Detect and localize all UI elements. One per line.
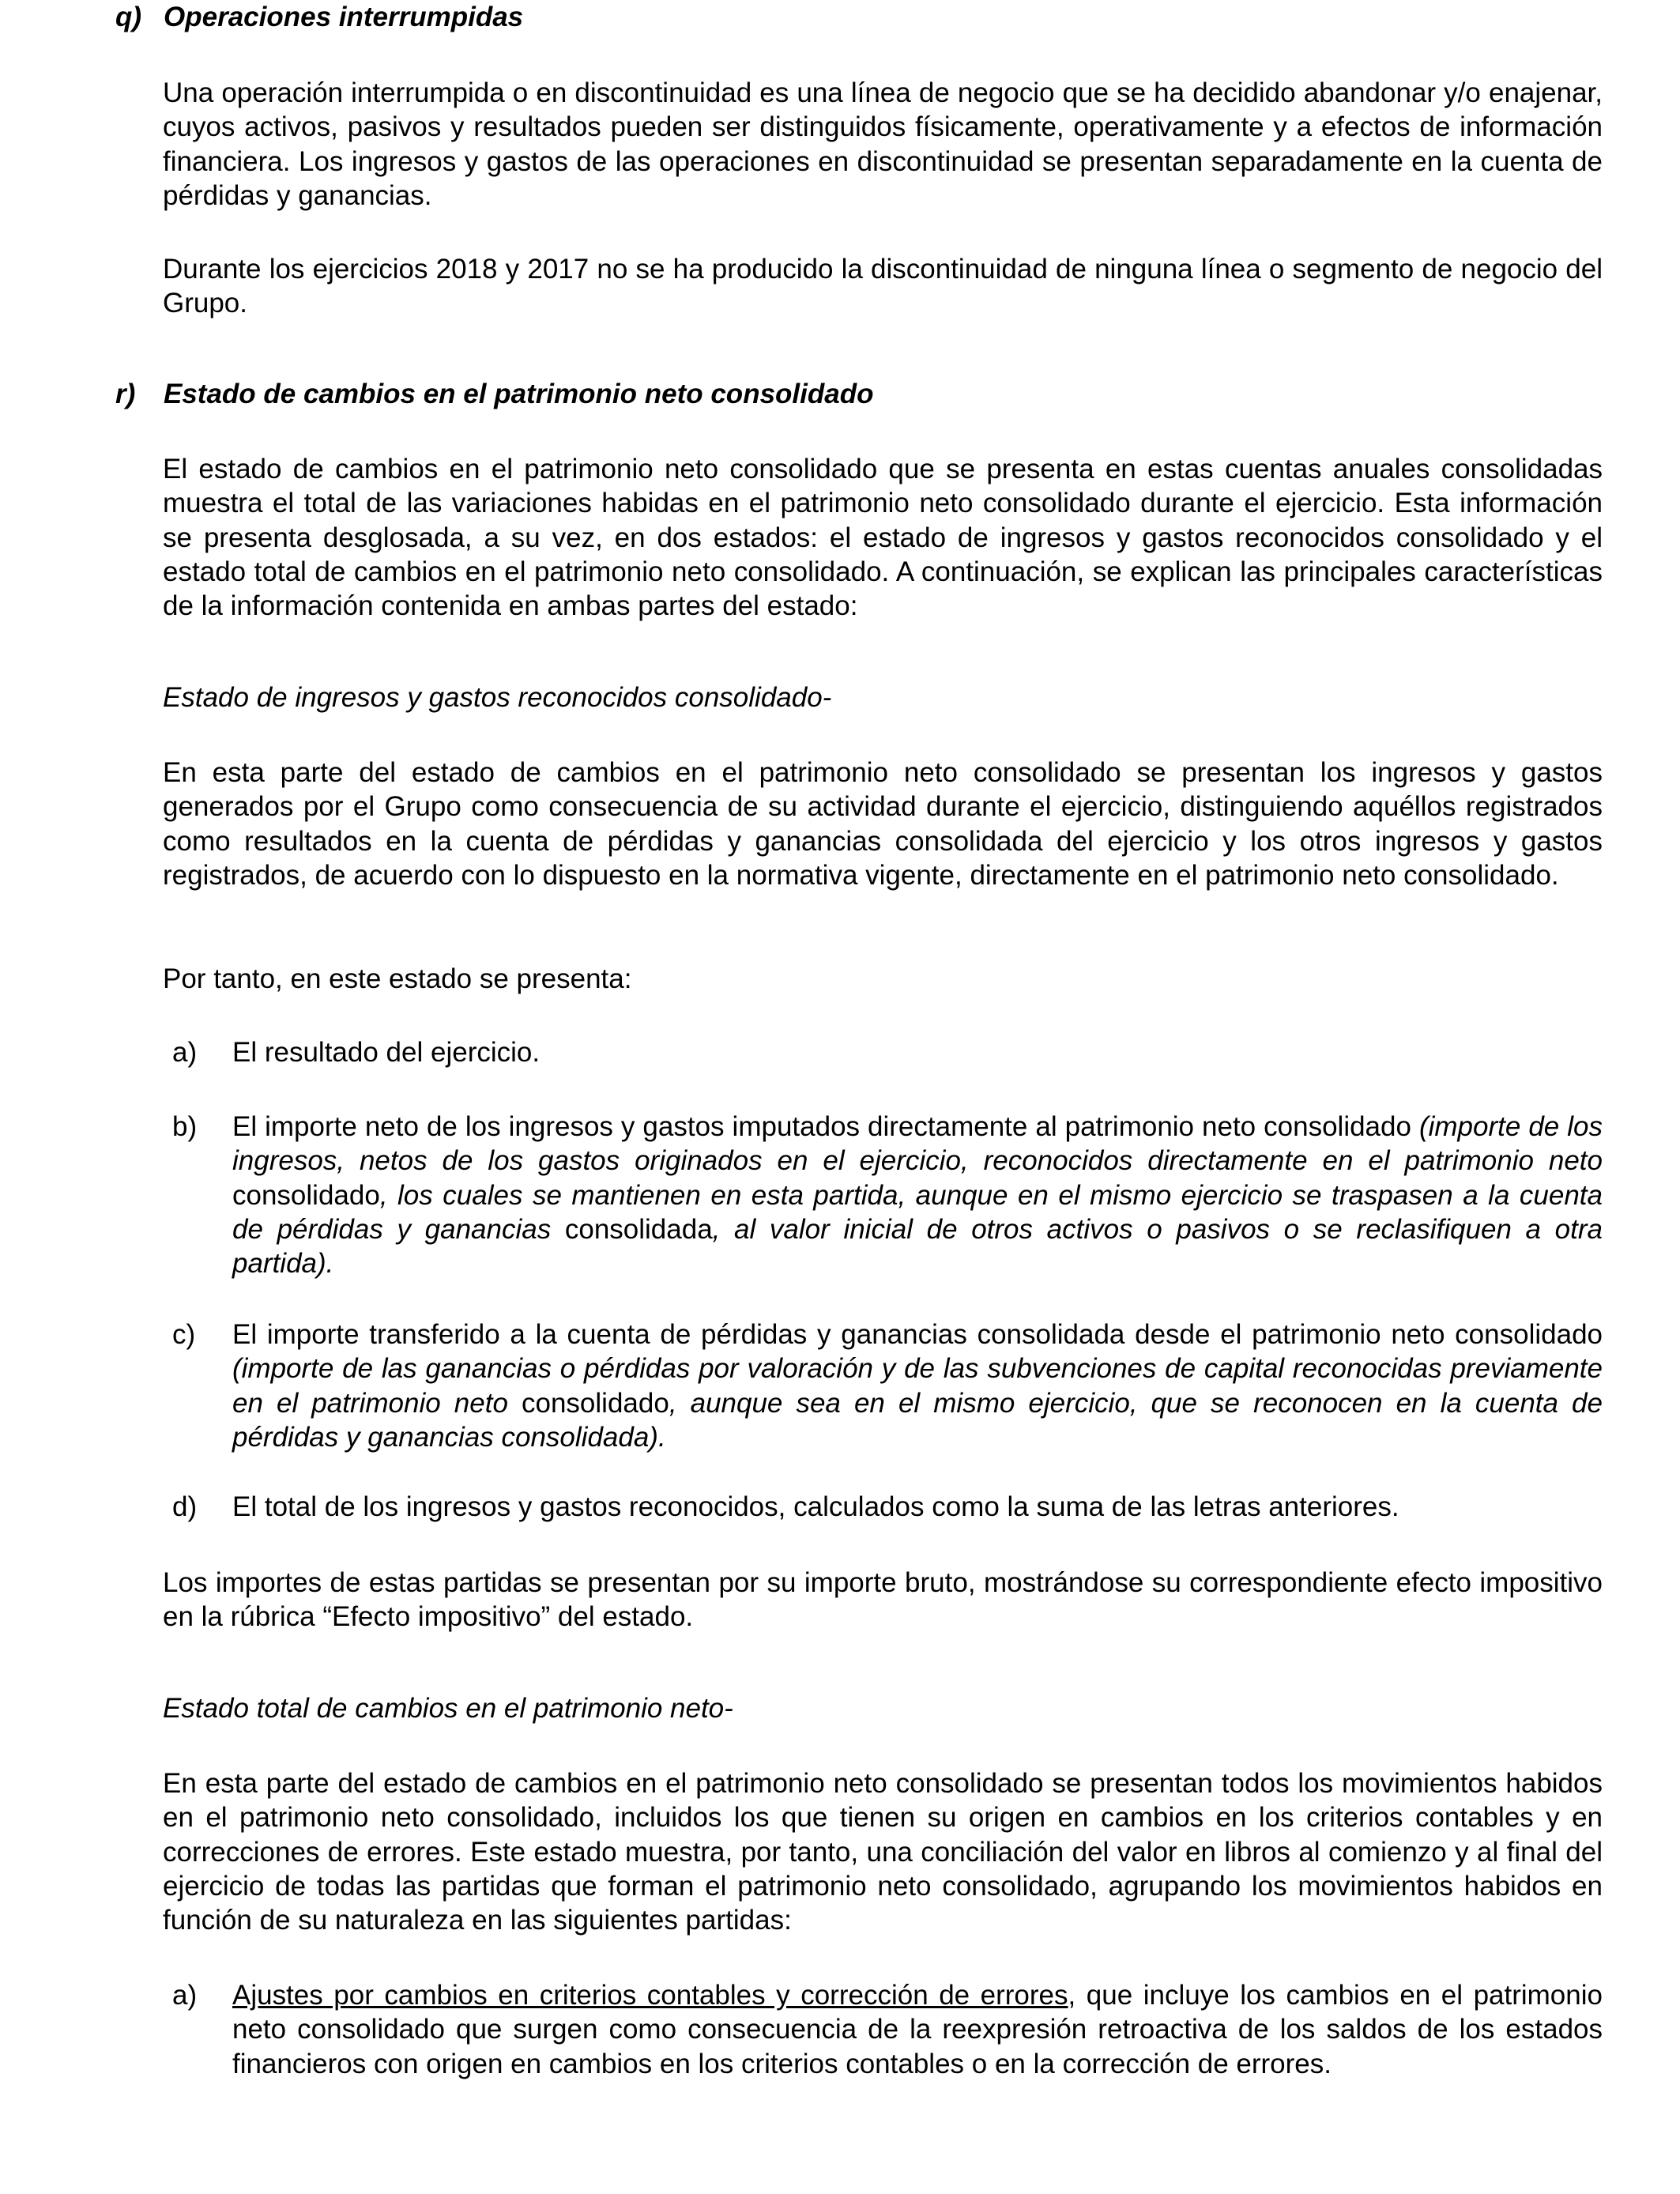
subsection-ingresos-gastos-paragraph-2: Por tanto, en este estado se presenta: [163,963,632,994]
list-item-b-part-5: consolidada [551,1213,713,1245]
subsection-ingresos-gastos-paragraph-3: Los importes de estas partidas se presentan por su importe bruto, mostrándose su correspondiente efecto impositivo en la rúbrica “Efecto impositivo” del estado. [163,1567,1603,1633]
section-q-heading [115,0,523,35]
subsection-ingresos-gastos-title: Estado de ingresos y gastos reconocidos consolidado- [163,682,832,713]
list-item-text [232,1110,1603,1280]
list-item-underlined-term: Ajustes por cambios en criterios contables y corrección de errores [232,1980,1068,2011]
list-item-c-part-3: consolidado [507,1387,669,1419]
list-item-text: El total de los ingresos y gastos reconocidos, calculados como la suma de las letras anteriores. [232,1491,1399,1522]
section-q-paragraph-2: Durante los ejercicios 2018 y 2017 no se ha producido la discontinuidad de ninguna línea o segmento de negocio del Grupo. [163,254,1603,319]
section-r-paragraph-1: El estado de cambios en el patrimonio neto consolidado que se presenta en estas cuentas anuales consolidadas muestra el total de las variaciones habidas en el patrimonio neto consolidado durante el ejercicio. Esta información se presenta desglosada, a su vez, en dos estados: el estado de ingresos y gastos reconocidos consolidado y el estado total de cambios en el patrimonio neto consolidado. A continuación, se explican las principales características de la información contenida en ambas partes del estado: [163,454,1603,622]
list-item-b-part-1: El importe neto de los ingresos y gastos imputados directamente al patrimonio neto consolidado [232,1111,1419,1142]
section-r-label: r) [115,379,136,409]
list-item-c-part-2: (importe de las ganancias o pérdidas por valoración y de las subvenciones de capital reconocidas previamente en el patrimonio neto [232,1353,1603,1419]
list-item-b-part-2: (importe de los ingresos, netos de los gastos originados en el ejercicio, reconocidos directamente en el patrimonio neto [232,1111,1603,1177]
list-item-text [232,1978,1603,2081]
subsection-ingresos-gastos-paragraph-1: En esta parte del estado de cambios en el patrimonio neto consolidado se presentan los ingresos y gastos generados por el Grupo como consecuencia de su actividad durante el ejercicio, distinguiendo aquéllos registrados como resultados en la cuenta de pérdidas y ganancias consolidada del ejercicio y los otros ingresos y gastos registrados, de acuerdo con lo dispuesto en la normativa vigente, directamente en el patrimonio neto consolidado. [163,757,1603,891]
list-item-c-part-4: , aunque sea en el mismo ejercicio, que se reconocen en la cuenta de pérdidas y ganancias consolidada). [232,1387,1603,1453]
list-item-letter: d) [172,1491,198,1522]
section-q-label: q) [115,2,142,32]
list-item-letter: b) [172,1111,198,1142]
list-item-c-part-1: El importe transferido a la cuenta de pérdidas y ganancias consolidada desde el patrimonio neto consolidado [232,1319,1603,1350]
section-r-heading [115,377,873,412]
list-item-text [232,1318,1603,1454]
list-item-c [163,1318,1603,1454]
list-item-b-part-6: , al valor inicial de otros activos o pasivos o se reclasifiquen a otra partida). [232,1213,1603,1280]
list-item-b-part-4: , los cuales se mantienen en esta partida, aunque en el mismo ejercicio se traspasen a la cuenta de pérdidas y ganancias [232,1179,1603,1245]
list-item-text: El resultado del ejercicio. [232,1037,541,1068]
list-item-letter: c) [172,1319,196,1350]
list-item-letter: a) [172,1037,198,1068]
list-item-a-ajustes [163,1978,1603,2081]
subsection-total-cambios-paragraph-1: En esta parte del estado de cambios en el patrimonio neto consolidado se presentan todos los movimientos habidos en el patrimonio neto consolidado, incluidos los que tienen su origen en cambios en los criterios contables y en correcciones de errores. Este estado muestra, por tanto, una conciliación del valor en libros al comienzo y al final del ejercicio de todas las partidas que forman el patrimonio neto consolidado, agrupando los movimientos habidos en función de su naturaleza en las siguientes partidas: [163,1768,1603,1936]
list-item-letter: a) [172,1980,198,2011]
list-item-b [163,1110,1603,1280]
subsection-total-cambios-title: Estado total de cambios en el patrimonio neto- [163,1693,733,1724]
list-item-b-part-3: consolidado [232,1179,380,1211]
section-q-title: Operaciones interrumpidas [164,2,524,32]
list-item-a [163,1035,1603,1069]
section-q-paragraph-1: Una operación interrumpida o en discontinuidad es una línea de negocio que se ha decidido abandonar y/o enajenar, cuyos activos, pasivos y resultados pueden ser distinguidos físicamente, operativamente y a efectos de información financiera. Los ingresos y gastos de las operaciones en discontinuidad se presentan separadamente en la cuenta de pérdidas y ganancias. [163,77,1603,211]
list-item-rest: , que incluye los cambios en el patrimonio neto consolidado que surgen como consecuencia de la reexpresión retroactiva de los saldos de los estados financieros con origen en cambios en los criterios contables o en la corrección de errores. [232,1980,1603,2079]
section-r-title: Estado de cambios en el patrimonio neto consolidado [164,379,874,409]
list-item-d [163,1490,1603,1524]
